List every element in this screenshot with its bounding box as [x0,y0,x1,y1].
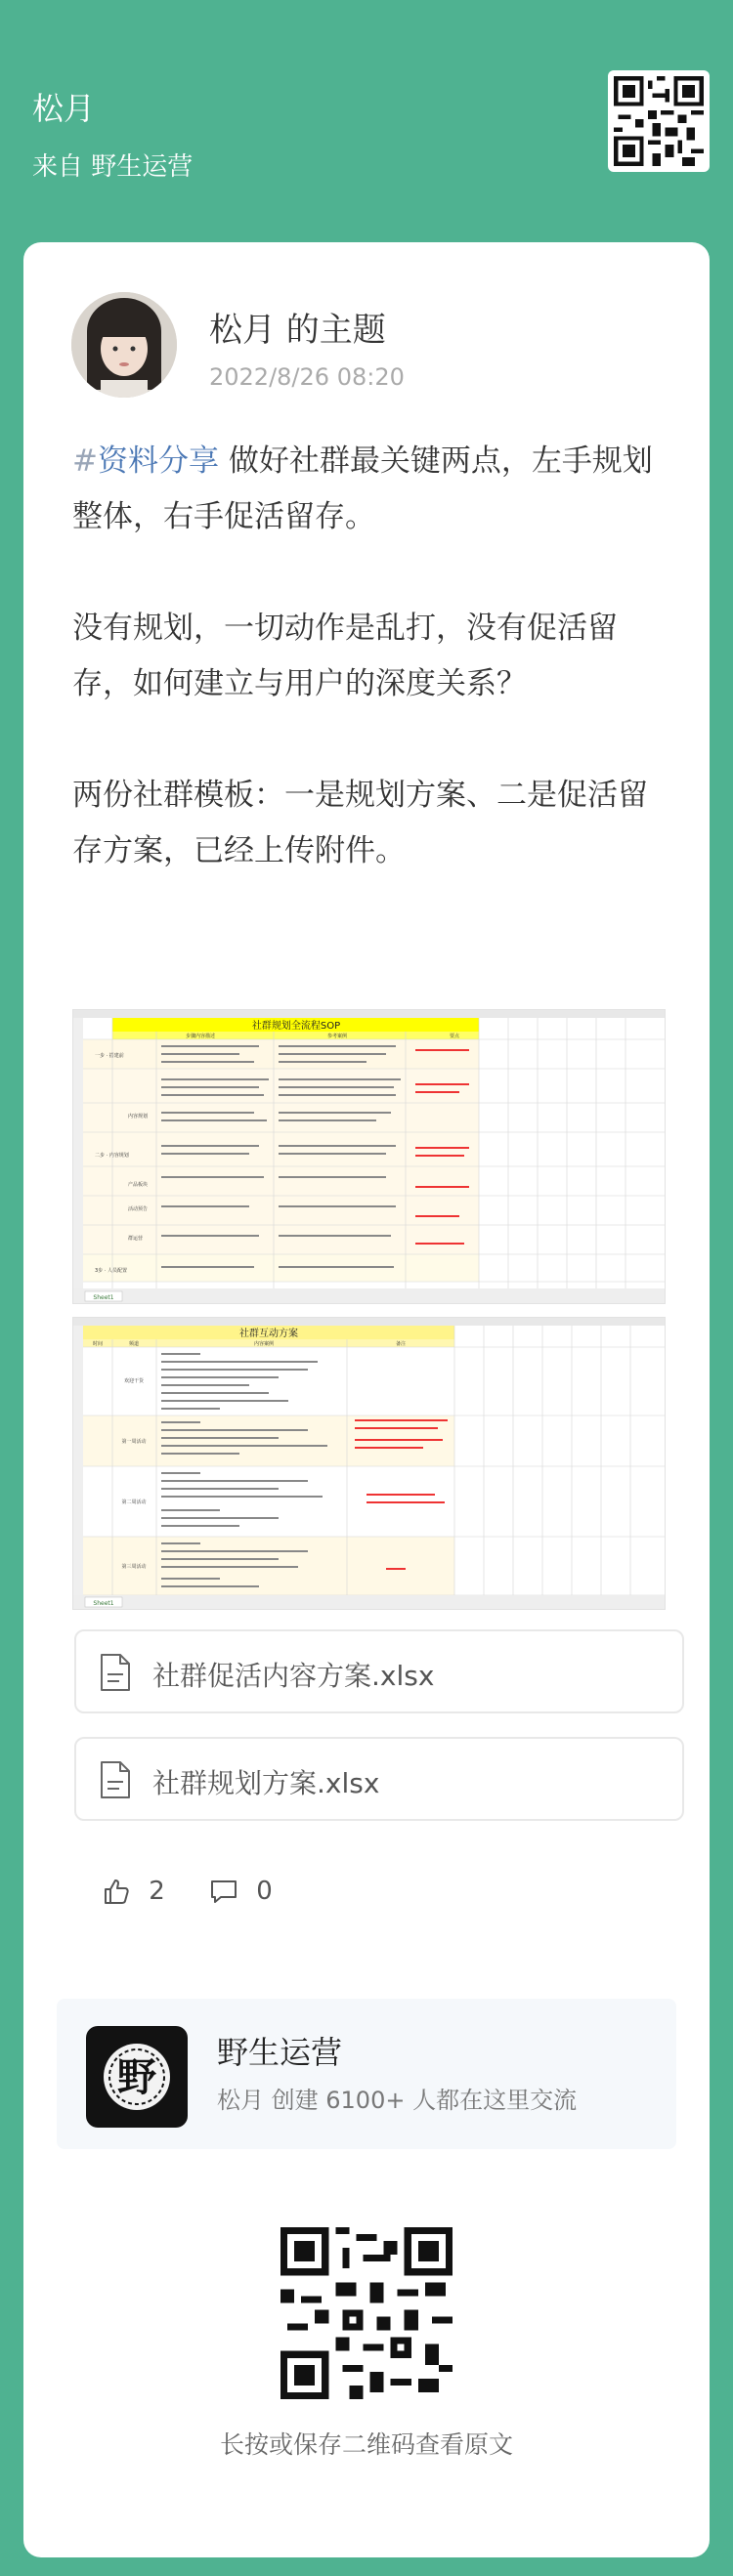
thumbs-up-icon [102,1877,131,1906]
author-name: 松月 [32,90,96,127]
avatar[interactable] [71,292,177,398]
sheet2-col-header-4: 备注 [395,1341,407,1347]
sheet2-col-header-3: 内容案例 [253,1341,275,1347]
file-icon [100,1760,131,1799]
file-icon [100,1653,131,1692]
sheet1-row-label-3: 内容规划 [128,1114,149,1119]
attachment-2[interactable] [74,1737,684,1821]
post-title: 松月 的主题 [209,311,386,350]
group-card[interactable] [57,1999,676,2149]
group-name: 野生运营 [217,2034,343,2071]
comment-icon [209,1877,238,1906]
sheet1-row-label-5: 活动预告 [128,1206,149,1212]
group-logo [86,2026,188,2128]
source-label: 来自 野生运营 [32,152,194,182]
sheet1-row-label-6: 群运营 [128,1236,144,1242]
sheet1-row-label-7: 3步 · 人员配置 [95,1268,127,1274]
spreadsheet-image-2[interactable] [72,1317,666,1610]
paragraph-2: 没有规划，一切动作是乱打，没有促活留存，如何建立与用户的深度关系？ [72,611,618,701]
sheet1-row-label-2: 二步 · 内容规划 [95,1153,129,1159]
sheet1-col-header-2: 参考案例 [326,1034,348,1039]
sheet2-title: 社群互动方案 [239,1329,298,1339]
sheet2-col-header-2: 频道 [128,1341,140,1347]
sheet1-tab: Sheet1 [93,1294,114,1301]
share-header [0,0,733,244]
sheet2-row-label-4: 第三周活动 [121,1564,147,1570]
sheet2-row-label-1: 欢迎干货 [123,1378,145,1384]
qr-code-small[interactable] [608,70,710,172]
sheet2-col-header-1: 时间 [92,1341,104,1347]
sheet2-row-label-3: 第二周活动 [121,1499,147,1505]
like-count: 2 [149,1876,165,1906]
topic-tag[interactable] [72,443,219,479]
qr-code-icon [280,2227,453,2399]
sheet1-title: 社群规划全流程SOP [251,1021,341,1032]
post-card [23,242,710,2557]
attachment-name: 社群促活内容方案.xlsx [152,1660,435,1692]
sheet2-tab: Sheet1 [93,1600,114,1607]
comment-count: 0 [256,1876,273,1906]
sheet1-row-label-4: 产品板块 [128,1182,149,1188]
sheet1-col-header-3: 要点 [449,1034,460,1039]
qr-caption: 长按或保存二维码查看原文 [219,2430,513,2459]
sheet1-row-label-1: 一步 · 搭建前 [95,1053,124,1059]
group-description: 松月 创建 6100+ 人都在这里交流 [217,2087,578,2114]
attachment-1[interactable] [74,1629,684,1713]
paragraph-1 [72,434,664,545]
avatar-icon [71,292,177,398]
comment-button[interactable] [209,1876,273,1906]
topic-tag-label: 资料分享 [97,443,219,479]
qr-code-icon [614,76,704,166]
qr-code[interactable] [280,2227,453,2399]
paragraph-3: 两份社群模板：一是规划方案、二是促活留存方案，已经上传附件。 [72,778,648,868]
spreadsheet-image-1[interactable] [72,1009,666,1304]
group-logo-icon [86,2026,188,2128]
paragraph-1-text: 做好社群最关键两点，左手规划整体，右手促活留存。 [72,443,653,534]
like-button[interactable] [102,1876,165,1906]
sheet1-col-header-1: 步骤内容描述 [185,1034,216,1039]
group-logo-char: 野 [117,2055,156,2100]
attachment-name: 社群规划方案.xlsx [152,1767,380,1799]
sheet2-row-label-2: 第一周活动 [121,1439,147,1445]
hash-symbol: # [72,443,98,479]
post-date: 2022/8/26 08:20 [209,363,405,391]
post-content [72,434,664,935]
